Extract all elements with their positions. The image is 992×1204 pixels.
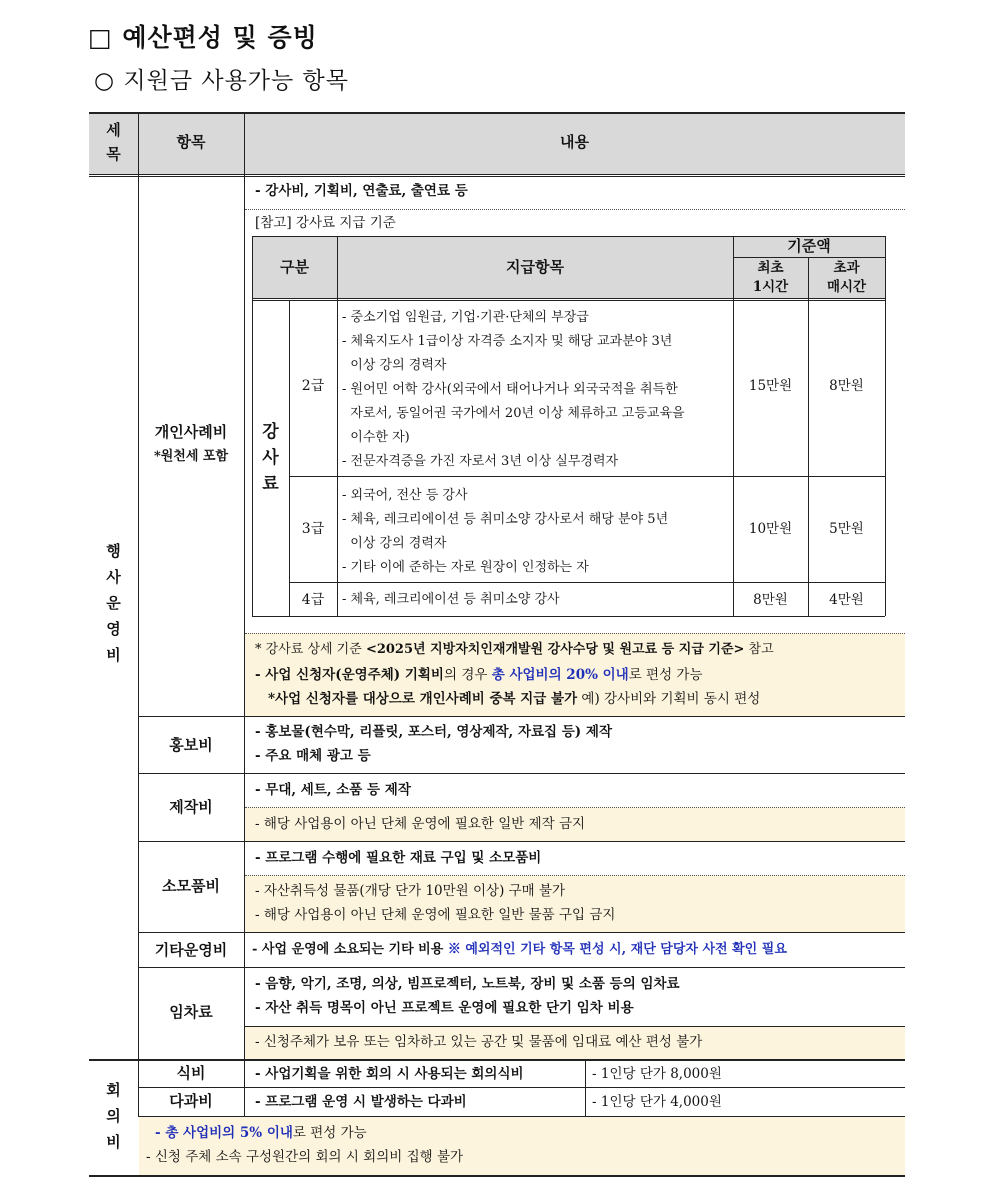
note-1: * 강사료 상세 기준 <2025년 지방자치인재개발원 강사수당 및 원고료 등 지급 기준> 참고 — [255, 642, 774, 657]
grade-2-extra: 8만원 — [829, 378, 864, 394]
meal-label: 식비 — [176, 1064, 206, 1082]
refresh-label: 다과비 — [169, 1092, 213, 1110]
grade-4: 4급 — [301, 592, 325, 608]
meeting-note-2: - 신청 주체 소속 구성원간의 회의 시 회의비 집행 불가 — [146, 1149, 464, 1165]
production-label: 제작비 — [169, 798, 213, 816]
grade-2-first: 15만원 — [748, 378, 793, 394]
rental-line-2: - 자산 취득 명목이 아닌 프로젝트 운영에 필요한 단기 임차 비용 — [255, 1000, 634, 1016]
grade-4-items — [342, 592, 560, 608]
fee-item-line: 이상 강의 경력자 — [342, 536, 447, 551]
fee-item-line: 자로서, 동일어권 국가에서 20년 이상 체류하고 고등교육을 — [342, 406, 685, 421]
grade-2: 2급 — [301, 378, 325, 394]
refresh-desc: - 프로그램 운영 시 발생하는 다과비 — [255, 1094, 467, 1110]
fee-col-std: 기준액 — [787, 237, 831, 255]
fee-col-item: 지급항목 — [506, 258, 564, 276]
header-semok: 세 목 — [106, 121, 121, 163]
grade-2-items — [342, 306, 685, 474]
supplies-note-1: - 자산취득성 물품(개당 단가 10만원 이상) 구매 불가 — [255, 883, 566, 899]
fee-item-line: - 전문자격증을 가진 자로서 3년 이상 실무경력자 — [342, 454, 619, 469]
rental-line-1: - 음향, 악기, 조명, 의상, 빔프로젝터, 노트북, 장비 및 소품 등의 임차료 — [255, 976, 680, 992]
supplies-label: 소모품비 — [162, 877, 220, 895]
event-ops-label: 행 사 운 영 비 — [106, 542, 121, 664]
production-line: - 무대, 세트, 소품 등 제작 — [255, 782, 411, 798]
other-ops-line: - 사업 운영에 소요되는 기타 비용 ※ 예외적인 기타 항목 편성 시, 재단 담당자 사전 확인 필요 — [252, 942, 787, 957]
note-2: - 사업 신청자(운영주체) 기획비의 경우 총 사업비의 20% 이내로 편성 가능 — [255, 667, 703, 683]
fee-side-label: 강 사 료 — [262, 422, 279, 494]
fee-item-line: - 체육, 레크리에이션 등 취미소양 강사로서 해당 분야 5년 — [342, 512, 669, 527]
promo-line-2: - 주요 매체 광고 등 — [255, 748, 371, 764]
ref-title: [참고] 강사료 지급 기준 — [255, 215, 396, 231]
rental-label: 임차료 — [169, 1003, 213, 1021]
grade-3: 3급 — [301, 521, 325, 537]
refresh-price: - 1인당 단가 4,000원 — [592, 1094, 722, 1110]
fee-col-gubun: 구분 — [280, 258, 309, 276]
page-title: □ 예산편성 및 증빙 — [88, 23, 318, 52]
rental-note: - 신청주체가 보유 또는 임차하고 있는 공간 및 물품에 임대료 예산 편성 불가 — [255, 1034, 703, 1050]
fee-item-line: - 원어민 어학 강사(외국에서 태어나거나 외국국적을 취득한 — [342, 382, 678, 397]
grade-3-first: 10만원 — [748, 521, 793, 537]
fee-item-line: 이상 강의 경력자 — [342, 358, 447, 373]
promo-label: 홍보비 — [169, 736, 213, 754]
header-naeyong: 내용 — [560, 133, 589, 151]
fee-item-line: 이수한 자) — [342, 430, 410, 445]
meeting-note-1: - 총 사업비의 5% 이내로 편성 가능 — [155, 1125, 367, 1141]
fee-item-line: - 체육, 레크리에이션 등 취미소양 강사 — [342, 592, 560, 607]
note-3: *사업 신청자를 대상으로 개인사례비 중복 지급 불가 예) 강사비와 기획비 동시 편성 — [268, 691, 761, 707]
supplies-line: - 프로그램 수행에 필요한 재료 구입 및 소모품비 — [255, 850, 542, 866]
promo-line-1: - 홍보물(현수막, 리플릿, 포스터, 영상제작, 자료집 등) 제작 — [255, 724, 612, 740]
fee-item-line: - 외국어, 전산 등 강사 — [342, 488, 468, 503]
fee-col-extra: 초과 매시간 — [826, 260, 867, 295]
grade-4-extra: 4만원 — [829, 592, 864, 608]
grade-4-first: 8만원 — [753, 592, 788, 608]
fee-item-line: - 중소기업 임원급, 기업·기관·단체의 부장급 — [342, 310, 589, 325]
grade-3-items — [342, 484, 668, 580]
production-note: - 해당 사업용이 아닌 단체 운영에 필요한 일반 제작 금지 — [255, 816, 586, 832]
personal-fee-line: - 강사비, 기획비, 연출료, 출연료 등 — [255, 183, 468, 199]
meeting-label: 회 의 비 — [106, 1081, 121, 1151]
grade-3-extra: 5만원 — [829, 521, 864, 537]
fee-item-line: - 기타 이에 준하는 자로 원장이 인정하는 자 — [342, 560, 589, 575]
personal-fee-label: 개인사례비 — [154, 423, 228, 441]
fee-item-line: - 체육지도사 1급이상 자격증 소지자 및 해당 교과분야 3년 — [342, 334, 673, 349]
header-hangmok: 항목 — [176, 133, 206, 151]
meal-price: - 1인당 단가 8,000원 — [592, 1066, 722, 1082]
personal-fee-sublabel: *원천세 포함 — [153, 449, 229, 464]
section-subtitle: ○ 지원금 사용가능 항목 — [94, 68, 349, 94]
meal-desc: - 사업기획을 위한 회의 시 사용되는 회의식비 — [255, 1066, 524, 1082]
other-ops-label: 기타운영비 — [154, 941, 228, 959]
fee-col-first: 최초 1시간 — [752, 260, 789, 295]
supplies-note-2: - 해당 사업용이 아닌 단체 운영에 필요한 일반 물품 구입 금지 — [255, 907, 616, 923]
